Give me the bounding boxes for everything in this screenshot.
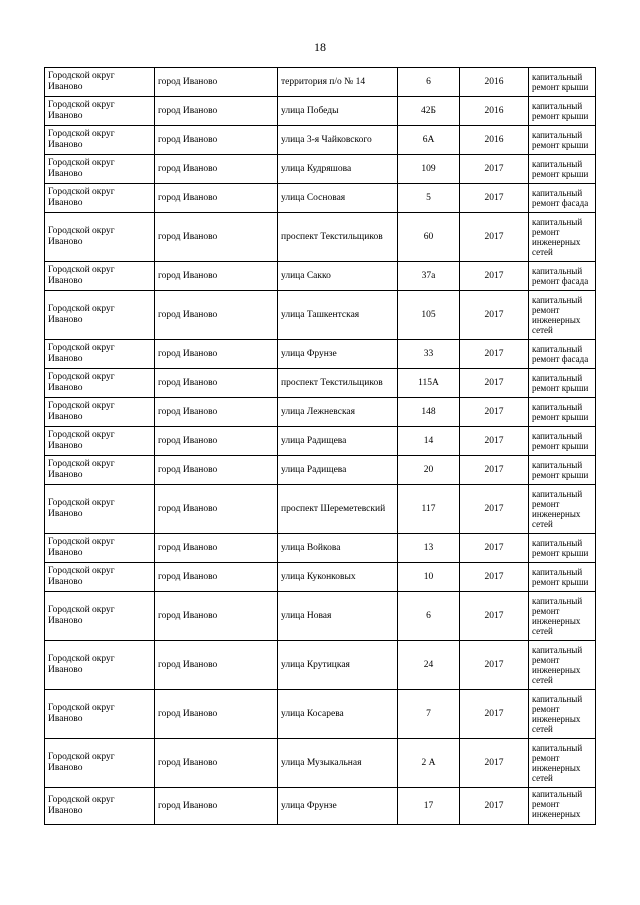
year-cell: 2017 xyxy=(460,788,529,825)
district-cell: Городской округ Иваново xyxy=(45,788,155,825)
table-row xyxy=(45,739,596,788)
street-cell: улица Новая xyxy=(278,592,398,641)
house-number-cell: 117 xyxy=(398,485,460,534)
city-cell: город Иваново xyxy=(155,184,278,213)
table-row xyxy=(45,592,596,641)
street-cell: проспект Шереметевский xyxy=(278,485,398,534)
table-row xyxy=(45,456,596,485)
house-number-cell: 37а xyxy=(398,262,460,291)
house-number-cell: 17 xyxy=(398,788,460,825)
district-cell: Городской округ Иваново xyxy=(45,690,155,739)
district-cell: Городской округ Иваново xyxy=(45,427,155,456)
street-cell: улица Лежневская xyxy=(278,398,398,427)
year-cell: 2017 xyxy=(460,592,529,641)
table-row xyxy=(45,485,596,534)
district-cell: Городской округ Иваново xyxy=(45,126,155,155)
district-cell: Городской округ Иваново xyxy=(45,485,155,534)
house-number-cell: 5 xyxy=(398,184,460,213)
year-cell: 2017 xyxy=(460,563,529,592)
year-cell: 2017 xyxy=(460,369,529,398)
house-number-cell: 7 xyxy=(398,690,460,739)
house-number-cell: 105 xyxy=(398,291,460,340)
year-cell: 2017 xyxy=(460,456,529,485)
year-cell: 2017 xyxy=(460,641,529,690)
year-cell: 2017 xyxy=(460,213,529,262)
table-row xyxy=(45,690,596,739)
house-number-cell: 42Б xyxy=(398,97,460,126)
city-cell: город Иваново xyxy=(155,340,278,369)
year-cell: 2017 xyxy=(460,340,529,369)
city-cell: город Иваново xyxy=(155,427,278,456)
table-row xyxy=(45,563,596,592)
work-type-cell: капитальный ремонт инженерных сетей xyxy=(529,485,596,534)
district-cell: Городской округ Иваново xyxy=(45,739,155,788)
city-cell: город Иваново xyxy=(155,369,278,398)
house-number-cell: 24 xyxy=(398,641,460,690)
city-cell: город Иваново xyxy=(155,213,278,262)
district-cell: Городской округ Иваново xyxy=(45,68,155,97)
city-cell: город Иваново xyxy=(155,563,278,592)
city-cell: город Иваново xyxy=(155,97,278,126)
street-cell: улица Музыкальная xyxy=(278,739,398,788)
street-cell: улица Ташкентская xyxy=(278,291,398,340)
work-type-cell: капитальный ремонт инженерных сетей xyxy=(529,739,596,788)
street-cell: проспект Текстильщиков xyxy=(278,213,398,262)
work-type-cell: капитальный ремонт крыши xyxy=(529,155,596,184)
city-cell: город Иваново xyxy=(155,68,278,97)
street-cell: улица Сакко xyxy=(278,262,398,291)
street-cell: улица Крутицкая xyxy=(278,641,398,690)
city-cell: город Иваново xyxy=(155,126,278,155)
house-number-cell: 20 xyxy=(398,456,460,485)
street-cell: улица Радищева xyxy=(278,427,398,456)
city-cell: город Иваново xyxy=(155,291,278,340)
street-cell: улица Кудряшова xyxy=(278,155,398,184)
city-cell: город Иваново xyxy=(155,641,278,690)
repair-schedule-table xyxy=(44,67,596,825)
page-number: 18 xyxy=(314,40,326,54)
house-number-cell: 6А xyxy=(398,126,460,155)
house-number-cell: 60 xyxy=(398,213,460,262)
work-type-cell: капитальный ремонт инженерных xyxy=(529,788,596,825)
house-number-cell: 13 xyxy=(398,534,460,563)
table-row xyxy=(45,788,596,825)
house-number-cell: 109 xyxy=(398,155,460,184)
work-type-cell: капитальный ремонт инженерных сетей xyxy=(529,213,596,262)
city-cell: город Иваново xyxy=(155,592,278,641)
district-cell: Городской округ Иваново xyxy=(45,213,155,262)
street-cell: улица Куконковых xyxy=(278,563,398,592)
district-cell: Городской округ Иваново xyxy=(45,184,155,213)
city-cell: город Иваново xyxy=(155,262,278,291)
year-cell: 2016 xyxy=(460,97,529,126)
table-row xyxy=(45,369,596,398)
street-cell: улица Фрунзе xyxy=(278,340,398,369)
district-cell: Городской округ Иваново xyxy=(45,398,155,427)
table-row xyxy=(45,262,596,291)
street-cell: улица Войкова xyxy=(278,534,398,563)
street-cell: территория п/о № 14 xyxy=(278,68,398,97)
house-number-cell: 148 xyxy=(398,398,460,427)
year-cell: 2017 xyxy=(460,485,529,534)
year-cell: 2017 xyxy=(460,184,529,213)
table-row xyxy=(45,184,596,213)
work-type-cell: капитальный ремонт крыши xyxy=(529,68,596,97)
city-cell: город Иваново xyxy=(155,534,278,563)
work-type-cell: капитальный ремонт инженерных сетей xyxy=(529,592,596,641)
house-number-cell: 115А xyxy=(398,369,460,398)
table-row xyxy=(45,126,596,155)
district-cell: Городской округ Иваново xyxy=(45,641,155,690)
house-number-cell: 10 xyxy=(398,563,460,592)
work-type-cell: капитальный ремонт инженерных сетей xyxy=(529,690,596,739)
street-cell: улица Косарева xyxy=(278,690,398,739)
work-type-cell: капитальный ремонт крыши xyxy=(529,563,596,592)
city-cell: город Иваново xyxy=(155,155,278,184)
work-type-cell: капитальный ремонт крыши xyxy=(529,456,596,485)
city-cell: город Иваново xyxy=(155,456,278,485)
street-cell: улица Фрунзе xyxy=(278,788,398,825)
table-row xyxy=(45,534,596,563)
city-cell: город Иваново xyxy=(155,485,278,534)
district-cell: Городской округ Иваново xyxy=(45,456,155,485)
table-row xyxy=(45,97,596,126)
table-row xyxy=(45,213,596,262)
house-number-cell: 2 А xyxy=(398,739,460,788)
house-number-cell: 6 xyxy=(398,592,460,641)
house-number-cell: 6 xyxy=(398,68,460,97)
district-cell: Городской округ Иваново xyxy=(45,291,155,340)
year-cell: 2016 xyxy=(460,68,529,97)
district-cell: Городской округ Иваново xyxy=(45,97,155,126)
work-type-cell: капитальный ремонт фасада xyxy=(529,340,596,369)
work-type-cell: капитальный ремонт крыши xyxy=(529,126,596,155)
table-row xyxy=(45,291,596,340)
table-row xyxy=(45,427,596,456)
work-type-cell: капитальный ремонт крыши xyxy=(529,398,596,427)
year-cell: 2017 xyxy=(460,534,529,563)
city-cell: город Иваново xyxy=(155,788,278,825)
work-type-cell: капитальный ремонт инженерных сетей xyxy=(529,291,596,340)
year-cell: 2017 xyxy=(460,398,529,427)
table-row xyxy=(45,155,596,184)
year-cell: 2017 xyxy=(460,155,529,184)
street-cell: улица Радищева xyxy=(278,456,398,485)
street-cell: улица Победы xyxy=(278,97,398,126)
city-cell: город Иваново xyxy=(155,398,278,427)
district-cell: Городской округ Иваново xyxy=(45,155,155,184)
street-cell: улица 3-я Чайковского xyxy=(278,126,398,155)
table-row xyxy=(45,68,596,97)
table-row xyxy=(45,398,596,427)
district-cell: Городской округ Иваново xyxy=(45,262,155,291)
district-cell: Городской округ Иваново xyxy=(45,369,155,398)
district-cell: Городской округ Иваново xyxy=(45,534,155,563)
work-type-cell: капитальный ремонт крыши xyxy=(529,427,596,456)
work-type-cell: капитальный ремонт фасада xyxy=(529,184,596,213)
year-cell: 2017 xyxy=(460,291,529,340)
table-row xyxy=(45,340,596,369)
work-type-cell: капитальный ремонт крыши xyxy=(529,97,596,126)
city-cell: город Иваново xyxy=(155,690,278,739)
street-cell: проспект Текстильщиков xyxy=(278,369,398,398)
house-number-cell: 14 xyxy=(398,427,460,456)
work-type-cell: капитальный ремонт фасада xyxy=(529,262,596,291)
district-cell: Городской округ Иваново xyxy=(45,592,155,641)
work-type-cell: капитальный ремонт крыши xyxy=(529,369,596,398)
table-row xyxy=(45,641,596,690)
district-cell: Городской округ Иваново xyxy=(45,563,155,592)
work-type-cell: капитальный ремонт инженерных сетей xyxy=(529,641,596,690)
year-cell: 2016 xyxy=(460,126,529,155)
city-cell: город Иваново xyxy=(155,739,278,788)
year-cell: 2017 xyxy=(460,427,529,456)
work-type-cell: капитальный ремонт крыши xyxy=(529,534,596,563)
district-cell: Городской округ Иваново xyxy=(45,340,155,369)
year-cell: 2017 xyxy=(460,690,529,739)
year-cell: 2017 xyxy=(460,739,529,788)
year-cell: 2017 xyxy=(460,262,529,291)
street-cell: улица Сосновая xyxy=(278,184,398,213)
house-number-cell: 33 xyxy=(398,340,460,369)
